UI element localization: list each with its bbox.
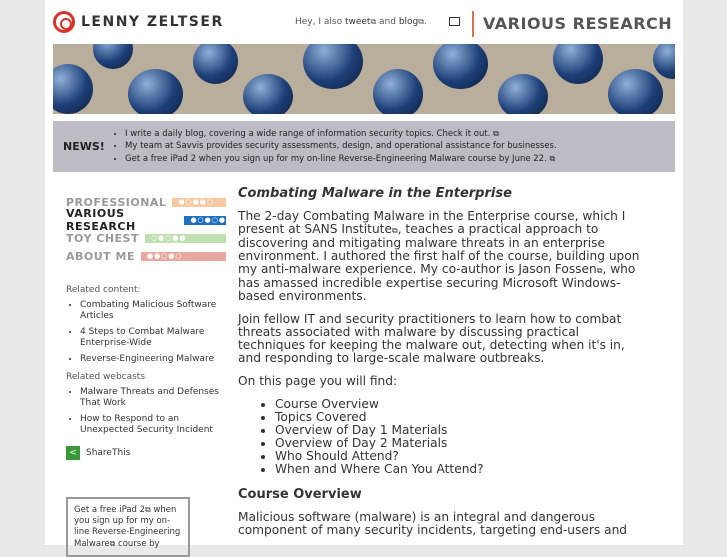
webcast-link[interactable]: Malware Threats and Defenses That Work	[80, 387, 219, 408]
promo-text: Malware	[74, 539, 110, 549]
nav-about-me[interactable]	[66, 247, 226, 265]
news-bar	[53, 121, 675, 172]
news-label: NEWS!	[63, 140, 105, 153]
tagline-period: .	[423, 17, 427, 27]
blog-link[interactable]: blog	[398, 17, 419, 27]
logo-icon	[53, 11, 75, 33]
external-link-icon: ⧉	[109, 539, 116, 548]
nav-label: TOY CHEST	[66, 231, 139, 245]
toc-link[interactable]: Course Overview	[275, 397, 379, 411]
news-text: I write a daily blog, covering a wide range of information security topics. Check it out.	[125, 128, 491, 139]
external-link-icon: ⧉	[370, 17, 377, 26]
related-content-heading: Related content:	[66, 285, 141, 295]
page-title: Combating Malware in the Enterprise	[238, 186, 512, 201]
news-text: My team at Savvis provides security assessments, design, and operational assistance for businesses.	[125, 141, 557, 152]
toc-link[interactable]: Who Should Attend?	[275, 449, 399, 463]
nav-label: ABOUT ME	[66, 249, 135, 263]
toc-link[interactable]: Overview of Day 2 Materials	[275, 436, 448, 450]
promo-box	[66, 497, 190, 557]
ipad-link[interactable]: free iPad 2	[99, 505, 146, 515]
nav-label: VARIOUS RESEARCH	[66, 207, 136, 233]
external-link-icon: ⧉	[391, 226, 398, 235]
banner-image	[53, 44, 675, 114]
nav-label: PROFESSIONAL	[66, 195, 167, 209]
external-link-icon: ⧉	[145, 505, 151, 514]
external-link-icon: ⧉	[549, 153, 556, 163]
logo[interactable]	[53, 11, 224, 33]
promo-text: course by	[115, 539, 160, 549]
tweet-link[interactable]: tweet	[344, 17, 371, 27]
news-text: Get a free iPad 2 when you sign up for my on-line Reverse-Engineering Malware course by June 22.	[125, 153, 547, 164]
divider	[472, 11, 474, 37]
external-link-icon: ⧉	[418, 17, 424, 26]
tagline-and: and	[376, 17, 399, 27]
jason-fossen-link[interactable]: Jason Fossen	[518, 262, 597, 276]
sidebar	[66, 193, 226, 460]
text: , who has amassed incredible expertise securing Microsoft Windows-based environments.	[238, 262, 636, 303]
share-button[interactable]	[66, 446, 226, 460]
toc-list	[238, 398, 643, 476]
promo-text: Get a	[74, 505, 100, 515]
nav-bar: ●○●○●	[184, 216, 226, 225]
nav-bar: ●●○●○	[141, 252, 226, 261]
related-webcasts-heading: Related webcasts	[66, 372, 146, 382]
section-heading: Course Overview	[238, 487, 362, 502]
mail-icon[interactable]	[449, 17, 460, 26]
paragraph: Join fellow IT and security practitioners to learn how to combat threats associated with malware by discussing practical techniques for keeping the malware out, detecting when it's in, and responding to large-scale malware outbreaks.	[238, 312, 625, 365]
text: The 2-day Combating Malware in the Enterprise course,	[238, 209, 583, 223]
section-title: VARIOUS RESEARCH	[483, 14, 673, 33]
toc-link[interactable]: Overview of Day 1 Materials	[275, 423, 448, 437]
related-link[interactable]: Reverse-Engineering Malware	[80, 354, 214, 364]
paragraph: Malicious software (malware) is an integral and dangerous component of many security incidents, targeting end-users and	[238, 510, 628, 537]
nav-bar: ●○●●○	[172, 198, 226, 207]
nav-various-research[interactable]	[66, 207, 226, 233]
external-link-icon: ⧉	[493, 128, 499, 138]
sans-link[interactable]: which I present at SANS Institute	[238, 209, 626, 236]
news-item[interactable]	[125, 128, 557, 141]
tagline	[295, 17, 427, 27]
news-item[interactable]	[125, 153, 557, 166]
main-content	[238, 187, 643, 547]
tagline-text: Hey, I also	[295, 17, 345, 27]
related-link[interactable]: 4 Steps to Combat Malware Enterprise-Wide	[80, 327, 205, 348]
related-link[interactable]: Combating Malicious Software Articles	[80, 300, 217, 321]
toc-link[interactable]: When and Where Can You Attend?	[275, 462, 484, 476]
share-link[interactable]: ShareThis	[86, 448, 131, 458]
share-icon: <	[66, 446, 80, 460]
webcast-link[interactable]: How to Respond to an Unexpected Security Incident	[80, 414, 213, 435]
text: , teaches a practical approach to discovering and mitigating malware threats in an enterprise environment. I authored the first half of the course, building upon my anti-malware experience. My co-author is	[238, 222, 640, 276]
intro-paragraph	[238, 210, 643, 303]
paragraph: On this page you will find:	[238, 374, 398, 388]
page	[45, 0, 683, 549]
news-item	[125, 140, 557, 153]
rem-link[interactable]: Reverse-Engineering	[92, 527, 181, 537]
toc-link[interactable]: Topics Covered	[275, 410, 367, 424]
logo-text: LENNY ZELTSER	[81, 14, 224, 30]
external-link-icon: ⧉	[596, 266, 603, 275]
nav-bar: ○●○●●	[145, 234, 226, 243]
promo-text: when you sign up for my on-line	[74, 505, 177, 537]
